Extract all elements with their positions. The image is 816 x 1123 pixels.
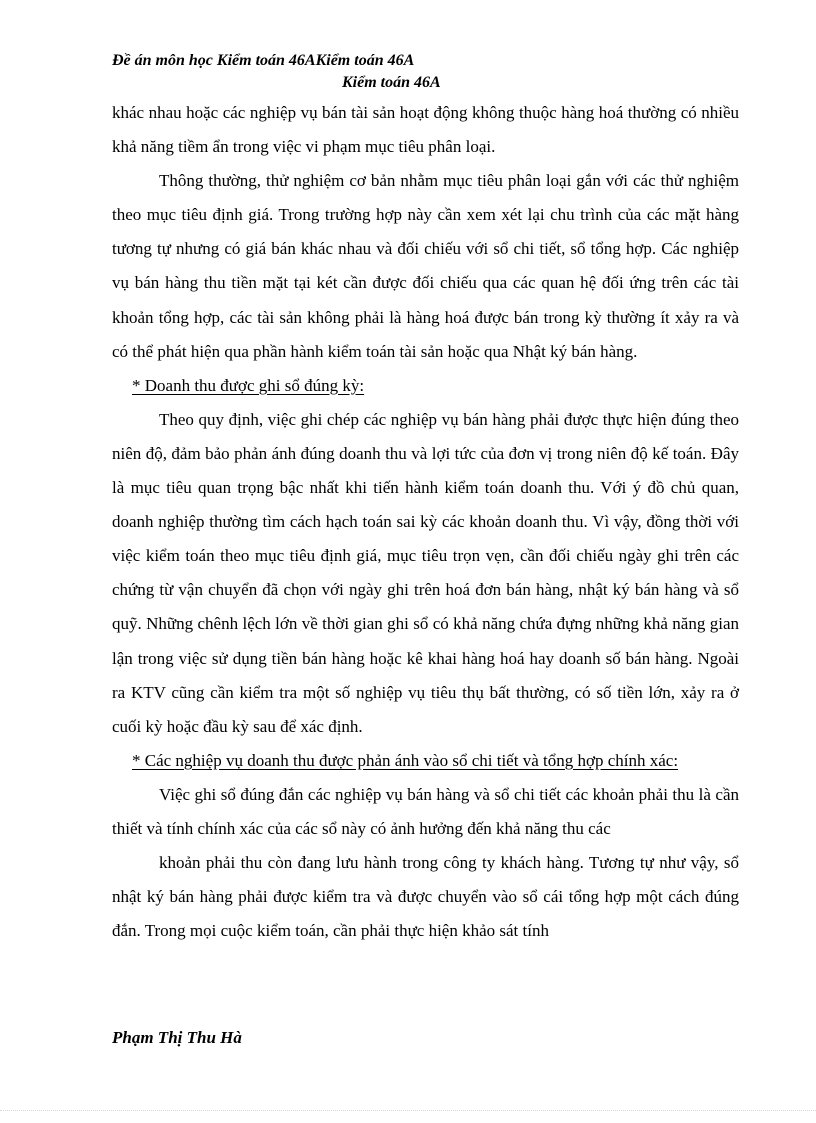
paragraph-classification-tests: Thông thường, thử nghiệm cơ bản nhằm mục tiêu phân loại gắn với các thử nghiệm theo mục tiêu định giá. Trong trường hợp này cần xem xét lại chu trình của các mặt hàng tương tự nhưng có giá bán khác nhau và đối chiếu với sổ chi tiết, sổ tổng hợp. Các nghiệp vụ bán hàng thu tiền mặt tại két cần được đối chiếu qua các quan hệ đối ứng trên các tài khoản tổng hợp, các tài sản không phải là hàng hoá được bán trong kỳ thường ít xảy ra và có thể phát hiện qua phần hành kiểm toán tài sản hoặc qua Nhật ký bán hàng. (112, 171, 739, 361)
section-heading-cutoff: * Doanh thu được ghi sổ đúng kỳ: (132, 375, 365, 395)
paragraph-posting-accuracy: Việc ghi sổ đúng đắn các nghiệp vụ bán hàng và sổ chi tiết các khoản phải thu là cần thiết và tính chính xác của các sổ này có ảnh hưởng đến khả năng thu các (112, 784, 739, 838)
running-header-title: Đề án môn học Kiểm toán 46AKiểm toán 46A (112, 52, 415, 69)
footer-divider (0, 1110, 816, 1111)
section-heading-posting-accuracy: * Các nghiệp vụ doanh thu được phản ánh vào sổ chi tiết và tổng hợp chính xác: (132, 750, 679, 770)
paragraph-receivables: khoản phải thu còn đang lưu hành trong công ty khách hàng. Tương tự như vậy, sổ nhật ký bán hàng phải được kiểm tra và được chuyển vào sổ cái tổng hợp một cách đúng đắn. Trong mọi cuộc kiểm toán, cần phải thực hiện khảo sát tính (112, 853, 739, 941)
footer-author-name: Phạm Thị Thu Hà (112, 1028, 242, 1047)
document-body (112, 96, 739, 948)
paragraph-cutoff: Theo quy định, việc ghi chép các nghiệp vụ bán hàng phải được thực hiện đúng theo niên độ, đảm bảo phản ánh đúng doanh thu và lợi tức của đơn vị trong niên độ kế toán. Đây là mục tiêu quan trọng bậc nhất khi tiến hành kiểm toán doanh thu. Với ý đồ chủ quan, doanh nghiệp thường tìm cách hạch toán sai kỳ các khoản doanh thu. Vì vậy, đồng thời với việc kiểm toán theo mục tiêu định giá, mục tiêu trọn vẹn, cần đối chiếu ngày ghi trên các chứng từ vận chuyển đã chọn với ngày ghi trên hoá đơn bán hàng, nhật ký bán hàng và sổ quỹ. Những chênh lệch lớn về thời gian ghi sổ có khả năng chứa đựng những khả năng gian lận trong việc sử dụng tiền bán hàng hoặc kê khai hàng hoá hay doanh số bán hàng. Ngoài ra KTV cũng cần kiểm tra một số nghiệp vụ tiêu thụ bất thường, có số tiền lớn, xảy ra ở cuối kỳ hoặc đầu kỳ sau để xác định. (112, 409, 739, 736)
paragraph-continuation: khác nhau hoặc các nghiệp vụ bán tài sản hoạt động không thuộc hàng hoá thường có nhiều khả năng tiềm ẩn trong việc vi phạm mục tiêu phân loại. (112, 103, 739, 157)
running-header-subtitle: Kiểm toán 46A (342, 74, 441, 91)
